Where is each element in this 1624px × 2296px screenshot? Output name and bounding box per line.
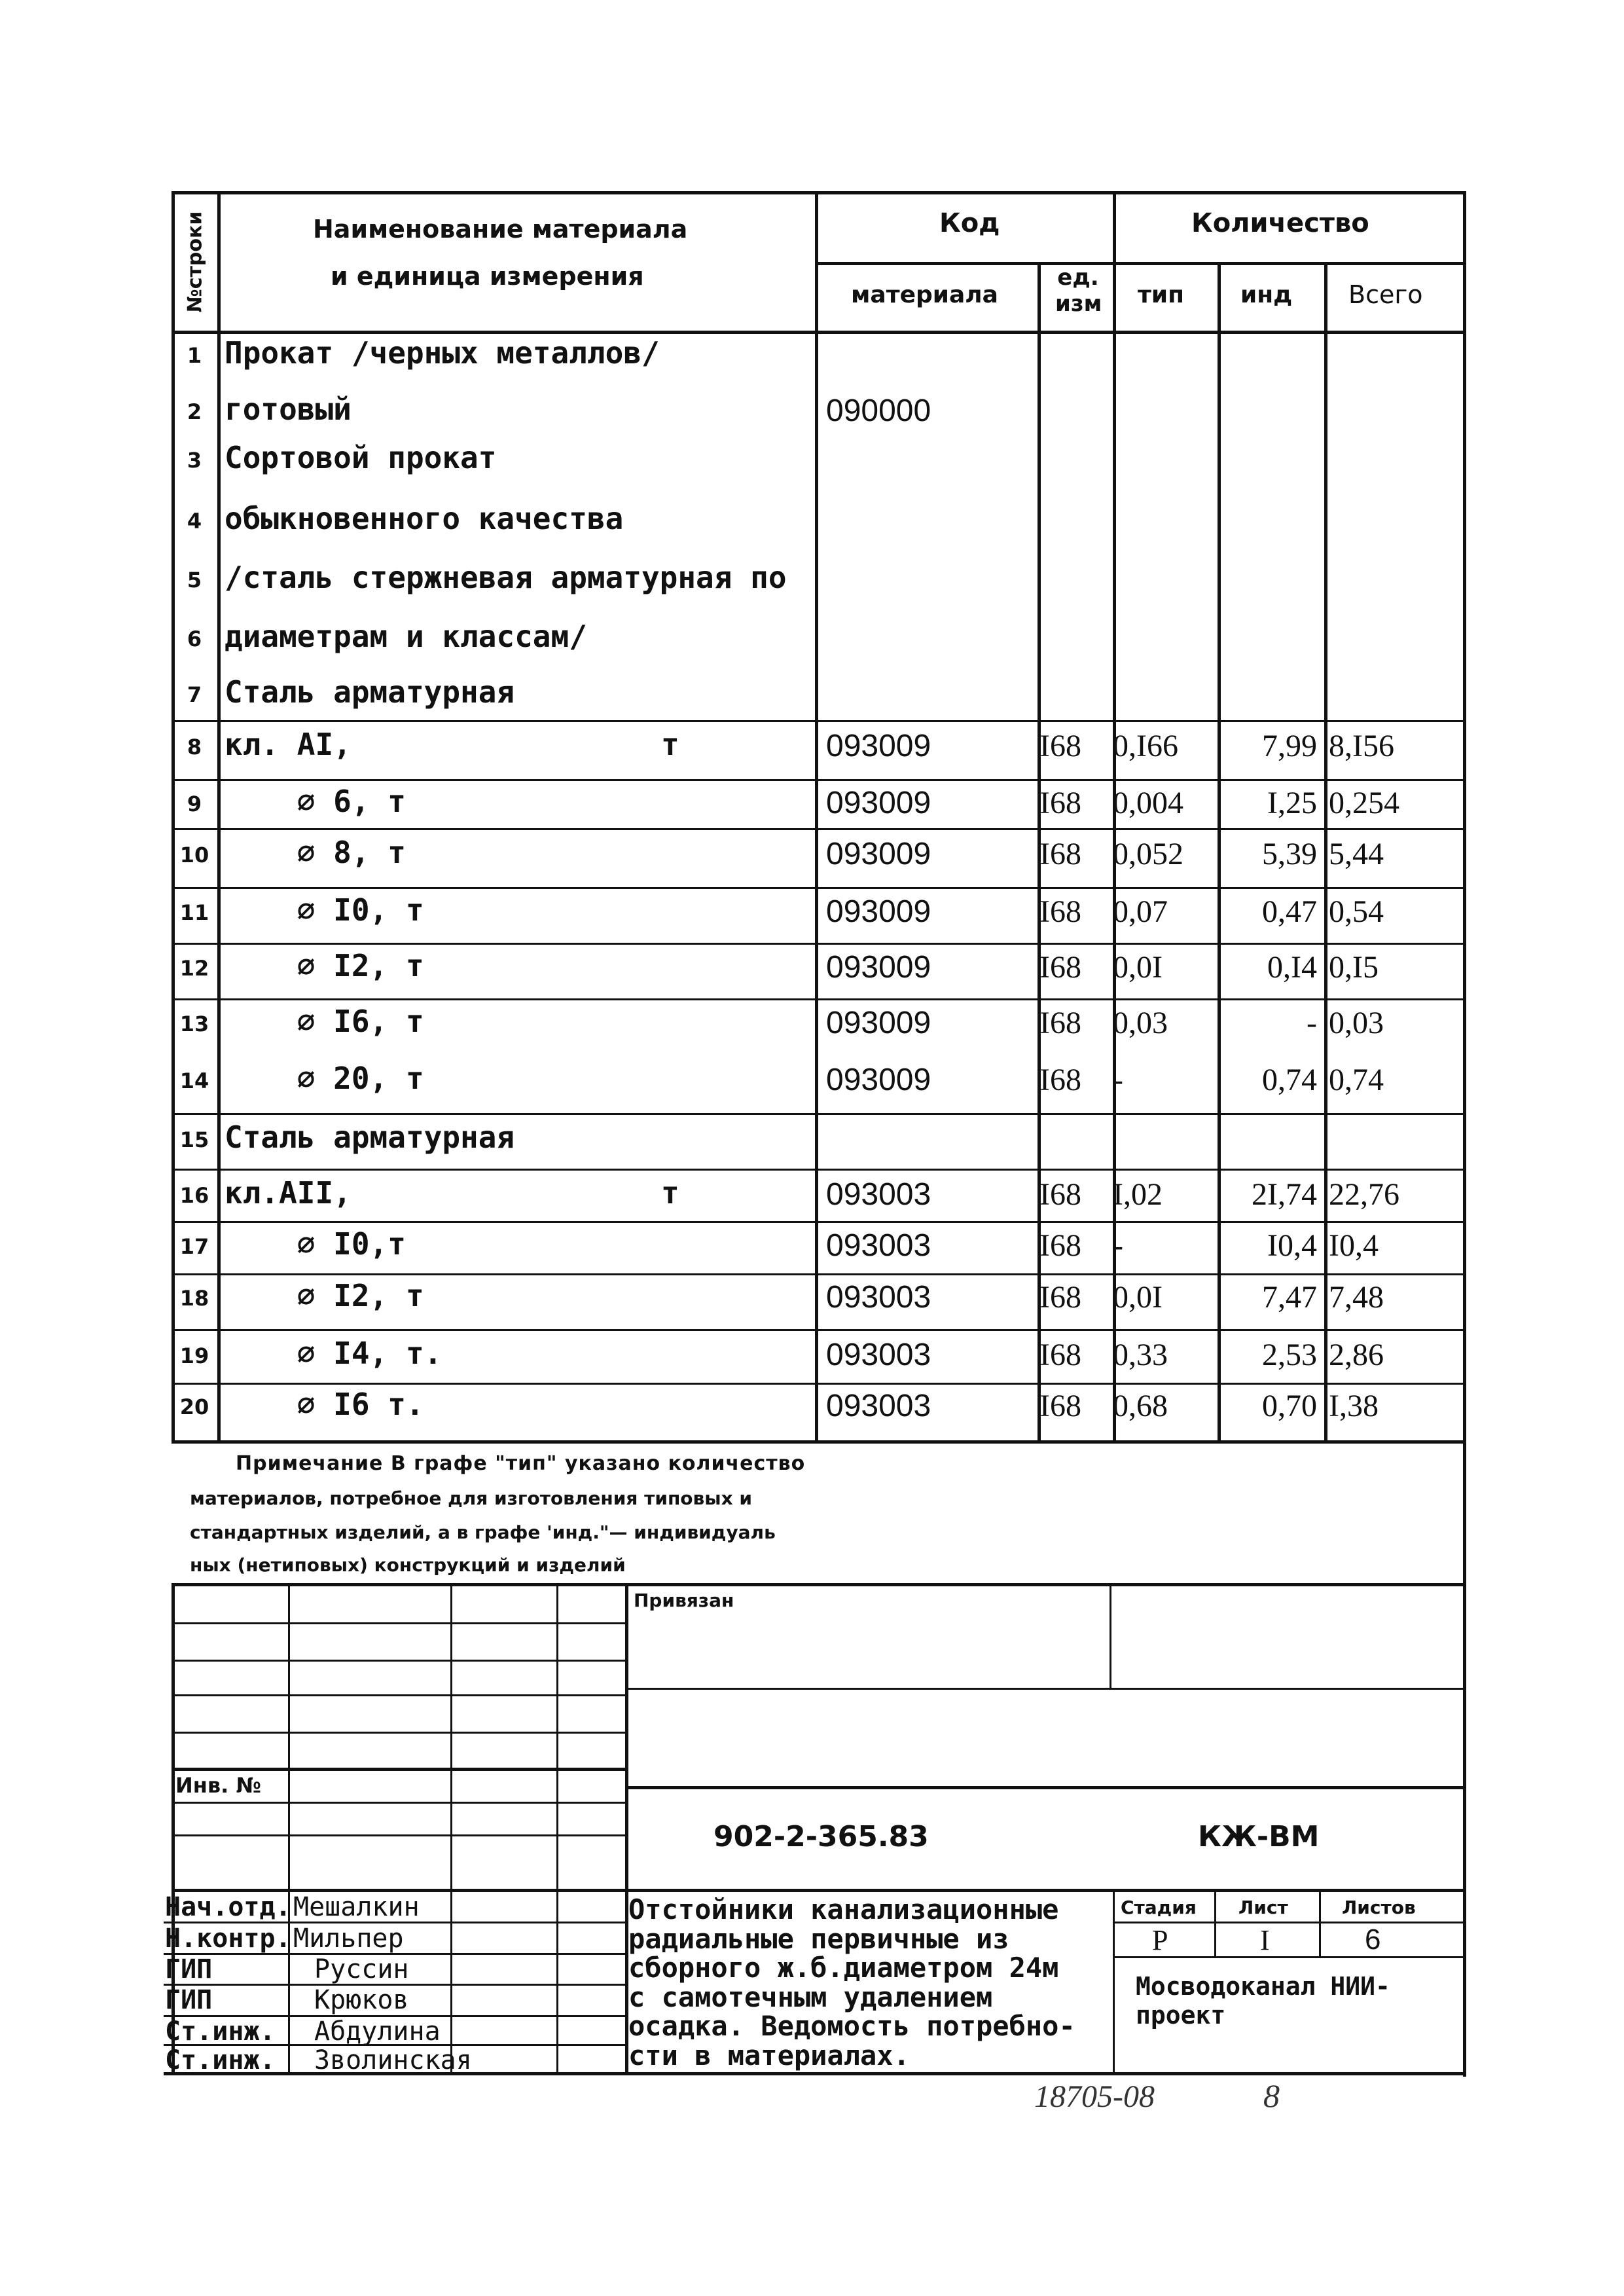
material-name: кл.АII, — [225, 1175, 352, 1211]
material-name: ∅ 8, т — [225, 835, 406, 870]
header-bottom-line — [171, 331, 1466, 334]
qty-ind: 0,70 — [1262, 1389, 1317, 1423]
qty-tip: I,02 — [1113, 1177, 1163, 1212]
qty-ind: 2I,74 — [1252, 1177, 1317, 1212]
qty-total: 7,48 — [1329, 1280, 1384, 1315]
row-line — [171, 779, 1466, 781]
signer-name: Мильпер — [293, 1923, 404, 1954]
material-name: готовый — [225, 392, 352, 427]
row-line — [171, 943, 1466, 945]
row-line — [171, 1329, 1466, 1331]
material-code: 093009 — [826, 1006, 931, 1040]
qty-tip: 0,33 — [1113, 1338, 1168, 1372]
unit-code: I68 — [1039, 786, 1081, 820]
qty-total: 2,86 — [1329, 1338, 1384, 1372]
qty-tip: - — [1113, 1228, 1123, 1263]
material-code: 093003 — [826, 1280, 931, 1315]
qty-tip: 0,03 — [1113, 1006, 1168, 1040]
material-code: 090000 — [826, 393, 931, 428]
qty-total: 0,74 — [1329, 1063, 1384, 1097]
qty-ind: 0,74 — [1262, 1063, 1317, 1097]
tb-row-line — [171, 1768, 625, 1771]
note-line-2: материалов, потребное для изготовления типовых и — [190, 1487, 752, 1509]
row-line — [171, 828, 1466, 830]
tb-col-line — [450, 1583, 452, 2074]
row-number: 16 — [179, 1183, 209, 1208]
material-name: ∅ 6, т — [225, 784, 406, 819]
unit-suffix: т — [661, 1175, 679, 1211]
material-name: диаметрам и классам/ — [225, 619, 587, 654]
signer-role: Н.контр. — [165, 1923, 291, 1954]
qty-ind: 5,39 — [1262, 837, 1317, 871]
row-number-header: №строки — [183, 211, 207, 313]
row-number: 3 — [187, 448, 202, 473]
unit-code: I68 — [1039, 1177, 1081, 1212]
signer-name: Зволинская — [314, 2045, 472, 2075]
tb-row-line — [171, 1732, 625, 1734]
row-number: 2 — [187, 399, 202, 424]
unit-code: I68 — [1039, 894, 1081, 929]
qty-total: 0,54 — [1329, 894, 1384, 929]
row-line — [171, 1221, 1466, 1223]
qty-total: 8,I56 — [1329, 729, 1394, 763]
total-header: Всего — [1348, 280, 1423, 309]
unit-code: I68 — [1039, 837, 1081, 871]
qty-ind: 2,53 — [1262, 1338, 1317, 1372]
qty-total: I0,4 — [1329, 1228, 1379, 1263]
material-code: 093009 — [826, 729, 931, 763]
tb-col-line — [288, 1583, 290, 2074]
quantity-header: Количество — [1191, 208, 1369, 238]
note-line-1: Примечание В графе "тип" указано количество — [236, 1452, 806, 1475]
stage-value: Р — [1152, 1924, 1168, 1956]
unit-code: I68 — [1039, 1280, 1081, 1315]
inv-no-label: Инв. № — [175, 1773, 261, 1798]
row-number: 12 — [179, 956, 209, 981]
tb-row-line — [171, 1660, 625, 1662]
qty-tip: 0,68 — [1113, 1389, 1168, 1423]
unit-code: I68 — [1039, 1006, 1081, 1040]
row-number: 7 — [187, 682, 202, 707]
tb-row-line — [625, 1688, 1466, 1690]
sheets-label: Листов — [1342, 1897, 1416, 1918]
row-number: 9 — [187, 792, 202, 816]
material-code: 093009 — [826, 837, 931, 871]
unit-suffix: т — [661, 727, 679, 762]
organization-name: Мосводоканал НИИ- проект — [1136, 1972, 1390, 2030]
row-number: 5 — [187, 568, 202, 592]
unit-code: I68 — [1039, 1228, 1081, 1263]
qty-ind: - — [1307, 1006, 1317, 1040]
row-line — [171, 1169, 1466, 1171]
document-number: 902-2-365.83 — [713, 1820, 929, 1853]
qty-ind: I,25 — [1267, 786, 1317, 820]
unit-code: I68 — [1039, 950, 1081, 985]
ind-header: инд — [1240, 282, 1293, 308]
material-code: 093003 — [826, 1389, 931, 1423]
material-code: 093009 — [826, 786, 931, 820]
qty-ind: 7,47 — [1262, 1280, 1317, 1315]
material-name: обыкновенного качества — [225, 501, 624, 536]
qty-ind: I0,4 — [1267, 1228, 1317, 1263]
unit-code: I68 — [1039, 729, 1081, 763]
table-bottom-line — [171, 1440, 1466, 1444]
material-name: ∅ I0, т — [225, 892, 424, 928]
tb-row-line — [171, 1622, 625, 1624]
row-number: 4 — [187, 509, 202, 534]
row-line — [171, 998, 1466, 1000]
qty-total: I,38 — [1329, 1389, 1379, 1423]
signer-role: ГИП — [165, 1985, 213, 2015]
material-name: ∅ I6 т. — [225, 1387, 424, 1422]
qty-tip: 0,0I — [1113, 1280, 1163, 1315]
privyazan-label: Привязан — [634, 1590, 734, 1611]
col-name-line — [815, 191, 818, 1444]
document-description: Отстойники канализационные радиальные первичные из сборного ж.б.диаметром 24м с самотечным удалением осадка. Ведомость потребно- сти в материалах. — [628, 1893, 1075, 2071]
col-rowno-line — [217, 191, 221, 1444]
qty-ind: 0,I4 — [1267, 950, 1317, 985]
titleblock-top — [171, 1583, 1466, 1586]
qty-total: 5,44 — [1329, 837, 1384, 871]
row-number: 8 — [187, 735, 202, 759]
frame-right — [1463, 191, 1466, 2077]
tb-col-line — [1113, 1889, 1115, 2073]
material-name: Сталь арматурная — [225, 1120, 515, 1155]
document-code: КЖ-ВМ — [1198, 1820, 1320, 1853]
row-number: 6 — [187, 627, 202, 651]
row-line — [171, 1273, 1466, 1275]
qty-tip: 0,0I — [1113, 950, 1163, 985]
row-number: 1 — [187, 343, 202, 368]
tb-row-line — [625, 1786, 1466, 1789]
material-name: ∅ I6, т — [225, 1004, 424, 1039]
row-number: 14 — [179, 1068, 209, 1093]
material-code: 093009 — [826, 894, 931, 929]
unit-code: I68 — [1039, 1338, 1081, 1372]
signer-name: Абдулина — [314, 2016, 441, 2047]
stage-label: Стадия — [1121, 1897, 1197, 1918]
qty-tip: 0,004 — [1113, 786, 1183, 820]
material-name: ∅ I2, т — [225, 948, 424, 983]
row-line — [171, 1383, 1466, 1385]
tb-row-line — [171, 1834, 625, 1836]
material-name: кл. AI, — [225, 727, 352, 762]
material-code: 093003 — [826, 1338, 931, 1372]
qty-total: 0,I5 — [1329, 950, 1379, 985]
code-header: Код — [939, 208, 1000, 238]
tb-col-line — [556, 1583, 558, 2074]
col-ind-line — [1324, 262, 1327, 1444]
row-number: 13 — [179, 1011, 209, 1036]
sheet-value: I — [1260, 1924, 1270, 1956]
unit-code: I68 — [1039, 1389, 1081, 1423]
qty-tip: 0,I66 — [1113, 729, 1178, 763]
qty-total: 22,76 — [1329, 1177, 1399, 1212]
material-name: /сталь стержневая арматурная по — [225, 560, 787, 595]
tb-col-line — [1110, 1583, 1111, 1688]
qty-ind: 7,99 — [1262, 729, 1317, 763]
row-number: 15 — [179, 1127, 209, 1152]
row-number: 19 — [179, 1343, 209, 1368]
row-number: 20 — [179, 1394, 209, 1419]
archive-number: 18705-08 — [1034, 2079, 1155, 2114]
material-name: ∅ I4, т. — [225, 1336, 442, 1371]
unit-header: ед. изм — [1055, 264, 1102, 317]
material-code: 093009 — [826, 1063, 931, 1097]
name-header-line2: и единица измерения — [331, 262, 644, 291]
name-header-line1: Наименование материала — [313, 215, 688, 244]
material-name: Сортовой прокат — [225, 440, 497, 475]
note-line-4: ных (нетиповых) конструкций и изделий — [190, 1554, 626, 1576]
material-name: Прокат /черных металлов/ — [225, 335, 660, 371]
signer-role: ГИП — [165, 1954, 213, 1984]
frame-top — [171, 191, 1466, 194]
sheet-label: Лист — [1238, 1897, 1288, 1918]
signer-name: Крюков — [314, 1985, 409, 2015]
row-number: 11 — [179, 900, 209, 925]
signer-role: Ст.инж. — [165, 2045, 276, 2075]
row-number: 18 — [179, 1286, 209, 1311]
material-code: 093003 — [826, 1228, 931, 1263]
qty-total: 0,254 — [1329, 786, 1399, 820]
material-code: 093003 — [826, 1177, 931, 1212]
qty-tip: 0,052 — [1113, 837, 1183, 871]
qty-ind: 0,47 — [1262, 894, 1317, 929]
page-number: 8 — [1263, 2077, 1280, 2114]
material-name: ∅ 20, т — [225, 1061, 424, 1096]
material-name: ∅ I2, т — [225, 1278, 424, 1313]
signer-name: Руссин — [314, 1954, 409, 1984]
header-split-line — [815, 262, 1466, 265]
note-line-3: стандартных изделий, а в графе 'инд."— индивидуаль — [190, 1522, 776, 1543]
tip-header: тип — [1138, 282, 1184, 308]
row-line — [171, 720, 1466, 722]
unit-code: I68 — [1039, 1063, 1081, 1097]
signer-role: Нач.отд. — [165, 1892, 291, 1922]
material-name: ∅ I0,т — [225, 1226, 406, 1262]
qty-tip: 0,07 — [1113, 894, 1168, 929]
row-line — [171, 887, 1466, 889]
row-line — [171, 1113, 1466, 1115]
material-name: Сталь арматурная — [225, 674, 515, 710]
tb-row-line — [171, 1694, 625, 1696]
signer-role: Ст.инж. — [165, 2016, 276, 2047]
sheets-value: 6 — [1365, 1923, 1381, 1956]
material-header: материала — [851, 282, 998, 308]
signer-name: Мешалкин — [293, 1892, 420, 1922]
qty-total: 0,03 — [1329, 1006, 1384, 1040]
row-number: 17 — [179, 1234, 209, 1259]
qty-tip: - — [1113, 1063, 1123, 1097]
tb-row-line — [171, 1802, 625, 1804]
material-code: 093009 — [826, 950, 931, 985]
row-number: 10 — [179, 843, 209, 867]
